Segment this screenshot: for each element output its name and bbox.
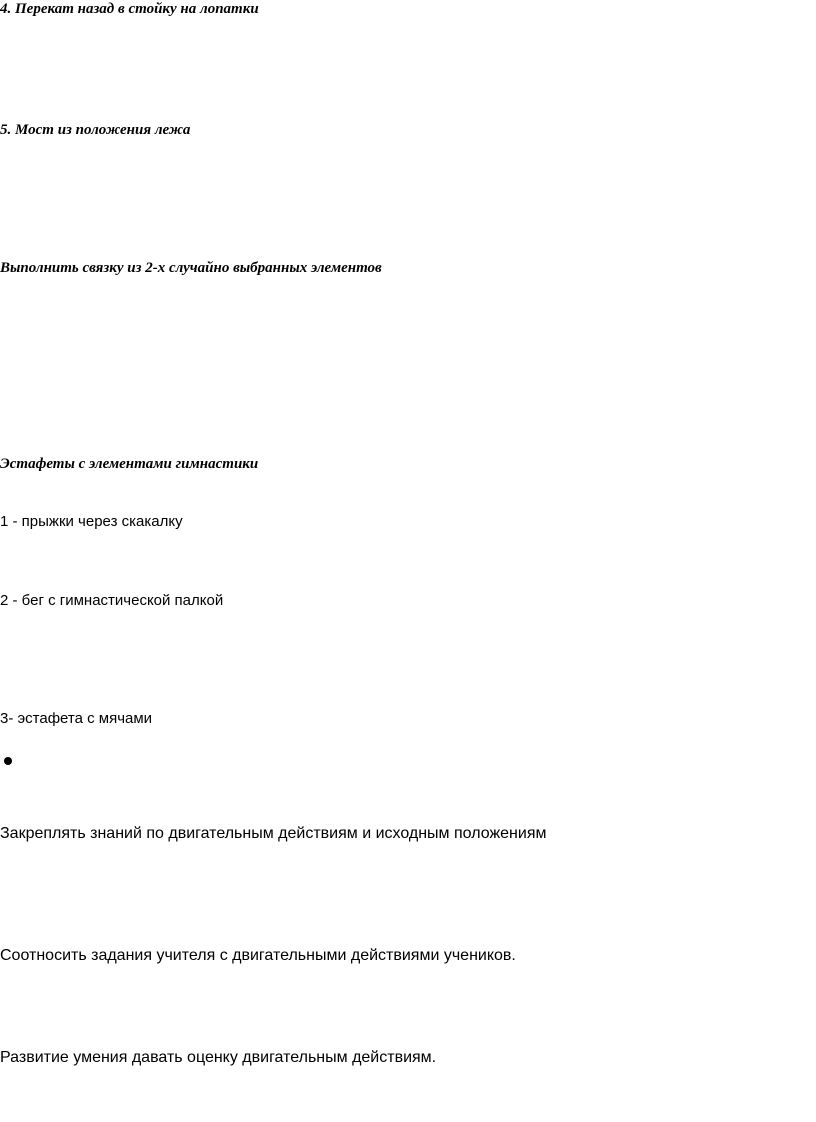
combo-instruction: Выполнить связку из 2-х случайно выбранных элементов [0, 260, 382, 276]
bullet-icon [4, 757, 12, 765]
goal-item-1: Закреплять знаний по двигательным действиям и исходным положениям [0, 825, 547, 842]
goal-item-2: Соотносить задания учителя с двигательными действиями учеников. [0, 947, 516, 964]
exercise-item-4: 4. Перекат назад в стойку на лопатки [0, 1, 259, 17]
relay-item-3: 3- эстафета с мячами [0, 710, 153, 727]
goal-item-3: Развитие умения давать оценку двигательным действиям. [0, 1049, 437, 1066]
relay-item-2: 2 - бег с гимнастической палкой [0, 592, 224, 609]
exercise-item-5: 5. Мост из положения лежа [0, 122, 191, 138]
relay-item-1: 1 - прыжки через скакалку [0, 513, 183, 530]
relays-heading: Эстафеты с элементами гимнастики [0, 456, 259, 472]
